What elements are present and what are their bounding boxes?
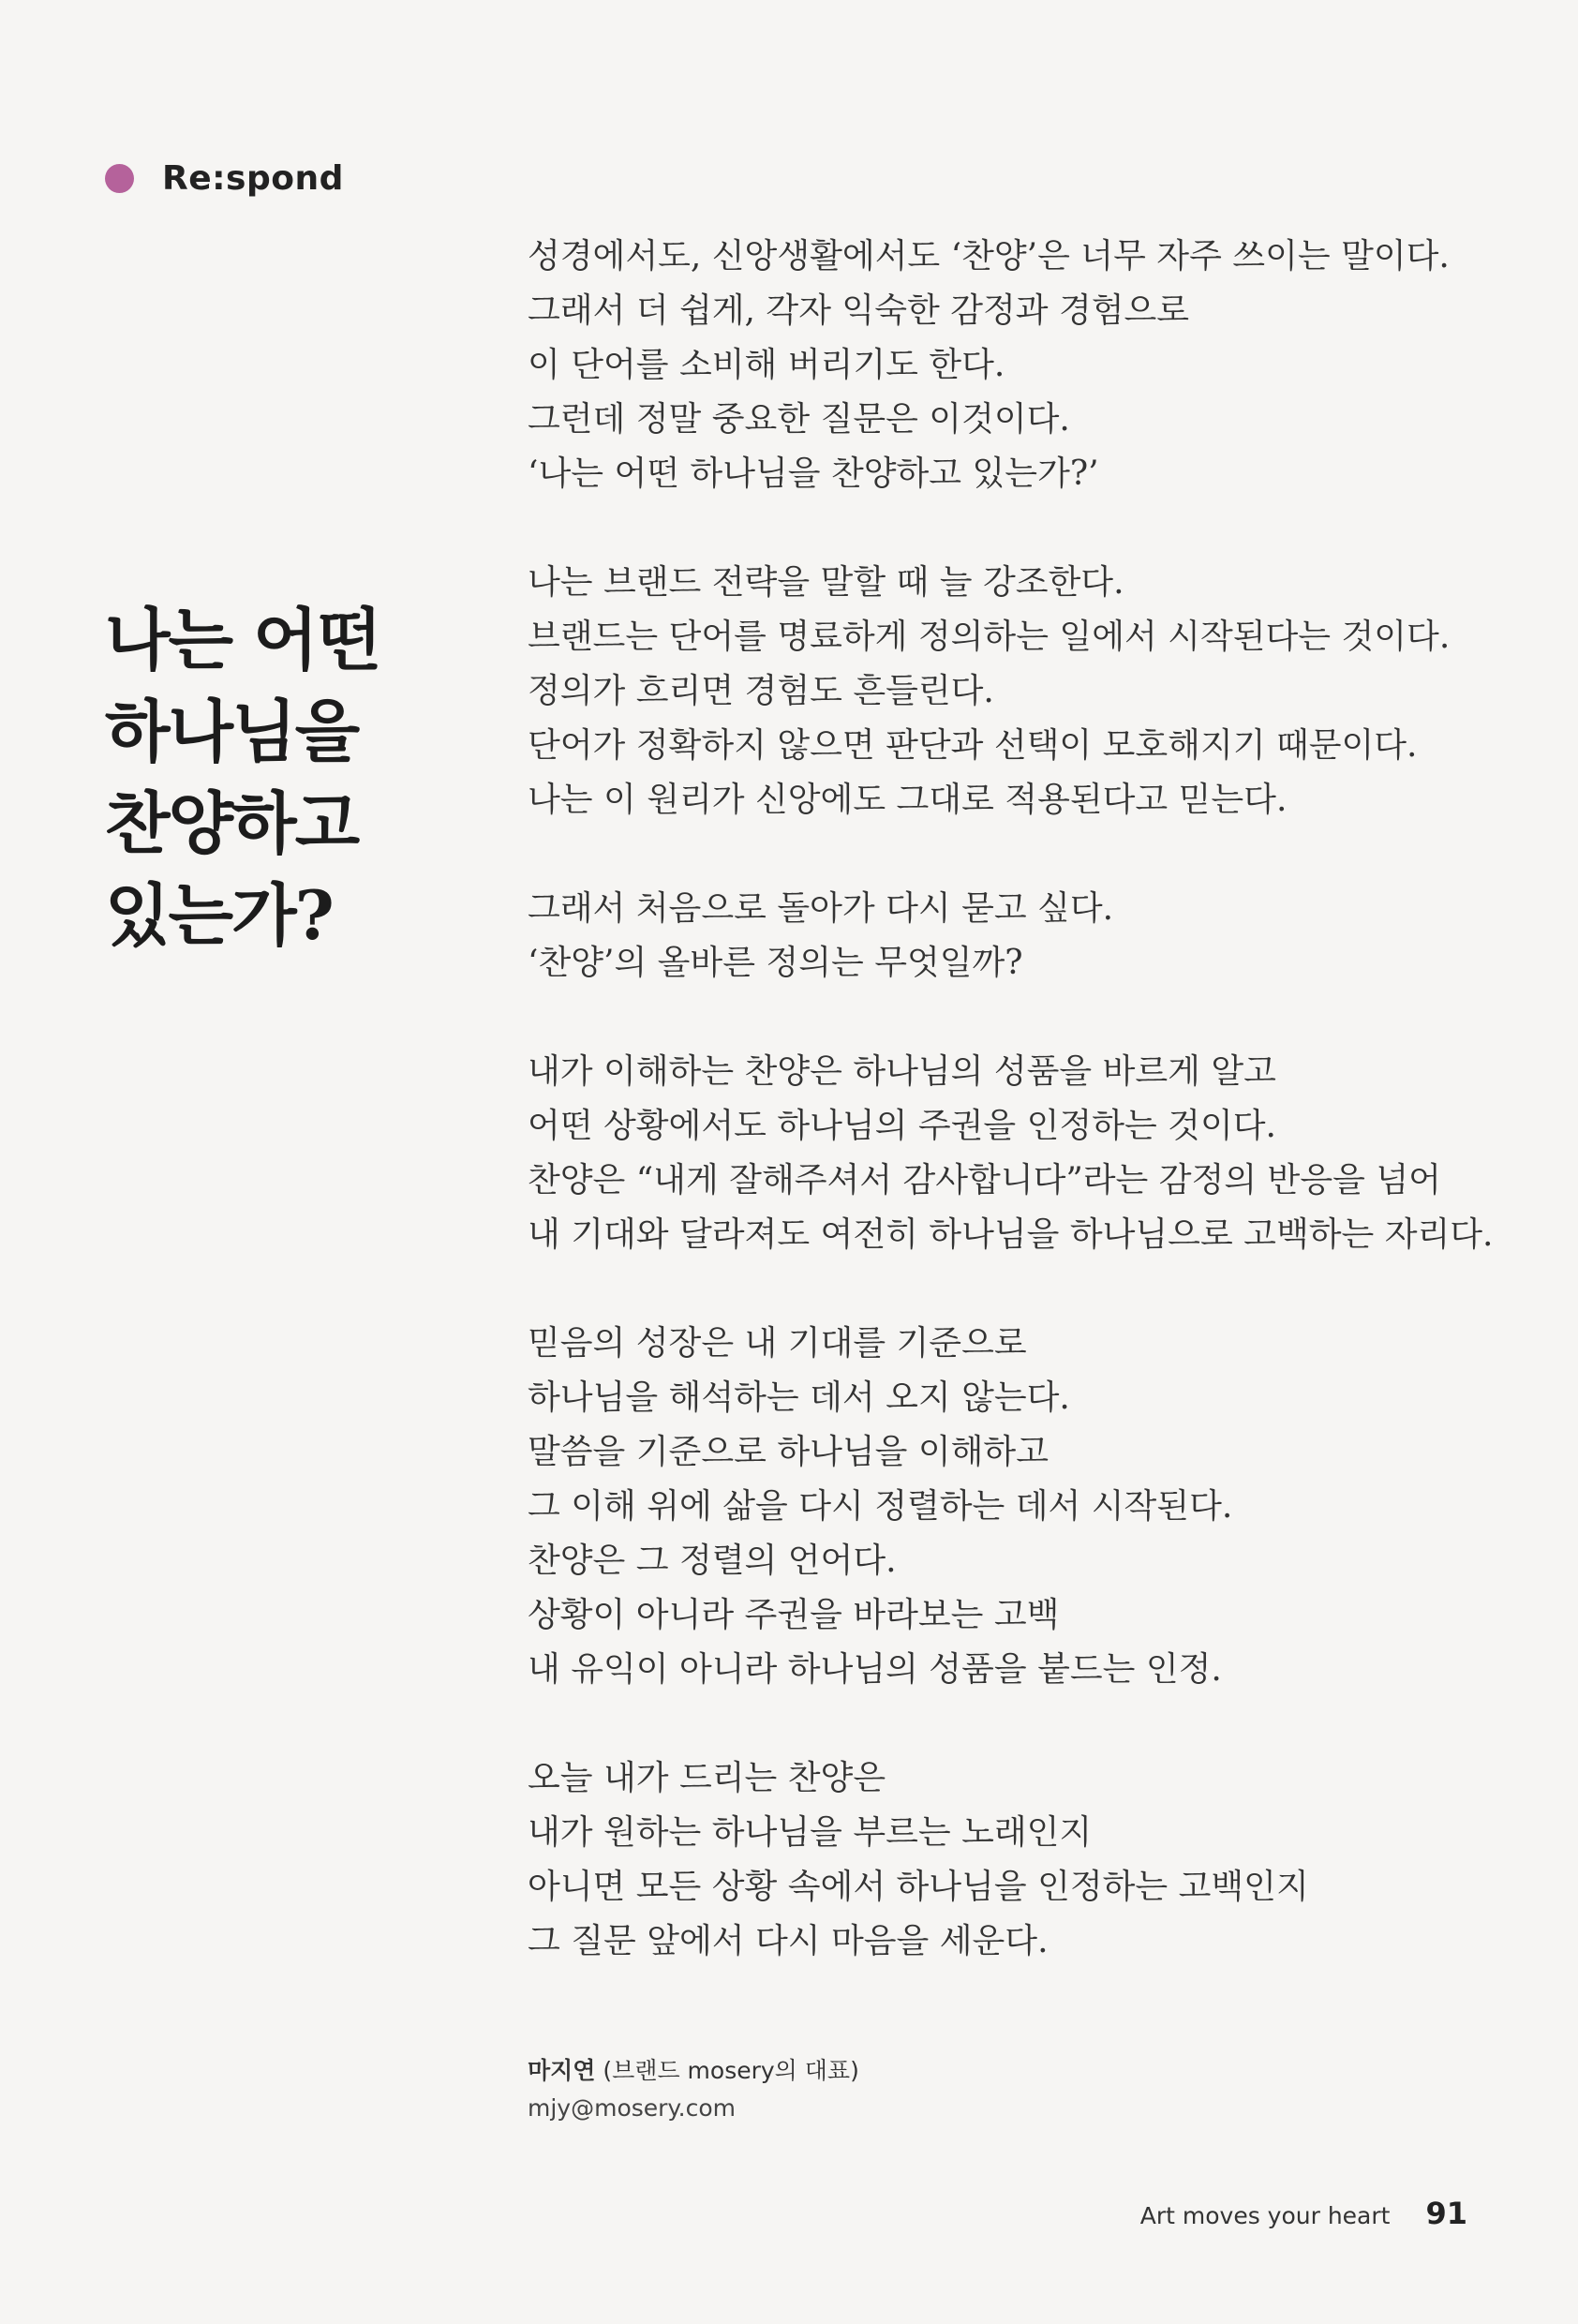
footer-tagline: Art moves your heart bbox=[1139, 2202, 1391, 2229]
body-line: 단어가 정확하지 않으면 판단과 선택이 모호해지기 때문이다. bbox=[528, 726, 1418, 765]
body-line: 성경에서도, 신앙생활에서도 ‘찬양’은 너무 자주 쓰이는 말이다. bbox=[528, 237, 1450, 276]
body-line: 내가 이해하는 찬양은 하나님의 성품을 바르게 알고 bbox=[528, 1052, 1276, 1091]
body-line: 찬양은 그 정렬의 언어다. bbox=[528, 1542, 897, 1580]
article-body bbox=[528, 230, 1494, 2023]
body-line: 나는 이 원리가 신앙에도 그대로 적용된다고 믿는다. bbox=[528, 781, 1288, 819]
headline-line: 있는가? bbox=[105, 875, 333, 956]
body-line: 브랜드는 단어를 명료하게 정의하는 일에서 시작된다는 것이다. bbox=[528, 618, 1451, 656]
body-line: 나는 브랜드 전략을 말할 때 늘 강조한다. bbox=[528, 563, 1124, 602]
body-line: 찬양은 “내게 잘해주셔서 감사합니다”라는 감정의 반응을 넘어 bbox=[528, 1161, 1441, 1199]
body-line: 어떤 상황에서도 하나님의 주권을 인정하는 것이다. bbox=[528, 1107, 1276, 1145]
body-line: 말씀을 기준으로 하나님을 이해하고 bbox=[528, 1433, 1049, 1471]
author-role: (브랜드 mosery의 대표) bbox=[595, 2057, 859, 2084]
body-paragraph bbox=[528, 882, 1483, 991]
body-line: 그런데 정말 중요한 질문은 이것이다. bbox=[528, 400, 1070, 439]
page-footer bbox=[1140, 2196, 1467, 2231]
body-paragraph bbox=[528, 1045, 1494, 1262]
body-line: ‘나는 어떤 하나님을 찬양하고 있는가?’ bbox=[528, 454, 1099, 493]
body-line: 정의가 흐리면 경험도 흔들린다. bbox=[528, 672, 994, 710]
body-line: 상황이 아니라 주권을 바라보는 고백 bbox=[528, 1596, 1060, 1634]
headline bbox=[105, 594, 480, 961]
page-number: 91 bbox=[1425, 2196, 1467, 2231]
headline-line: 찬양하고 bbox=[105, 783, 359, 864]
author-name: 마지연 bbox=[528, 2057, 596, 2084]
body-line: 내 기대와 달라져도 여전히 하나님을 하나님으로 고백하는 자리다. bbox=[528, 1215, 1494, 1254]
body-line: 그 이해 위에 삶을 다시 정렬하는 데서 시작된다. bbox=[528, 1487, 1233, 1526]
body-line: 아니면 모든 상황 속에서 하나님을 인정하는 고백인지 bbox=[528, 1868, 1309, 1906]
body-paragraph bbox=[528, 1317, 1483, 1697]
body-paragraph bbox=[528, 1751, 1483, 1969]
body-line: 그래서 처음으로 돌아가 다시 묻고 싶다. bbox=[528, 889, 1114, 928]
headline-line: 나는 어떤 bbox=[105, 600, 380, 680]
section-dot-icon bbox=[105, 164, 134, 193]
section-label: Re:spond bbox=[162, 159, 344, 198]
body-line: 그래서 더 쉽게, 각자 익숙한 감정과 경험으로 bbox=[528, 291, 1190, 330]
headline-line: 하나님을 bbox=[105, 692, 359, 772]
body-line: 그 질문 앞에서 다시 마음을 세운다. bbox=[528, 1922, 1049, 1960]
body-line: ‘찬양’의 올바른 정의는 무엇일까? bbox=[528, 944, 1023, 982]
author-credit bbox=[528, 2052, 859, 2127]
author-email: mjy@mosery.com bbox=[528, 2094, 736, 2122]
body-paragraph bbox=[528, 230, 1483, 501]
section-tag bbox=[105, 159, 344, 198]
body-line: 이 단어를 소비해 버리기도 한다. bbox=[528, 346, 1005, 384]
body-line: 오늘 내가 드리는 찬양은 bbox=[528, 1759, 886, 1797]
body-line: 내가 원하는 하나님을 부르는 노래인지 bbox=[528, 1813, 1093, 1852]
body-paragraph bbox=[528, 556, 1483, 827]
body-line: 믿음의 성장은 내 기대를 기준으로 bbox=[528, 1324, 1027, 1363]
body-line: 내 유익이 아니라 하나님의 성품을 붙드는 인정. bbox=[528, 1650, 1222, 1689]
body-line: 하나님을 해석하는 데서 오지 않는다. bbox=[528, 1378, 1070, 1417]
